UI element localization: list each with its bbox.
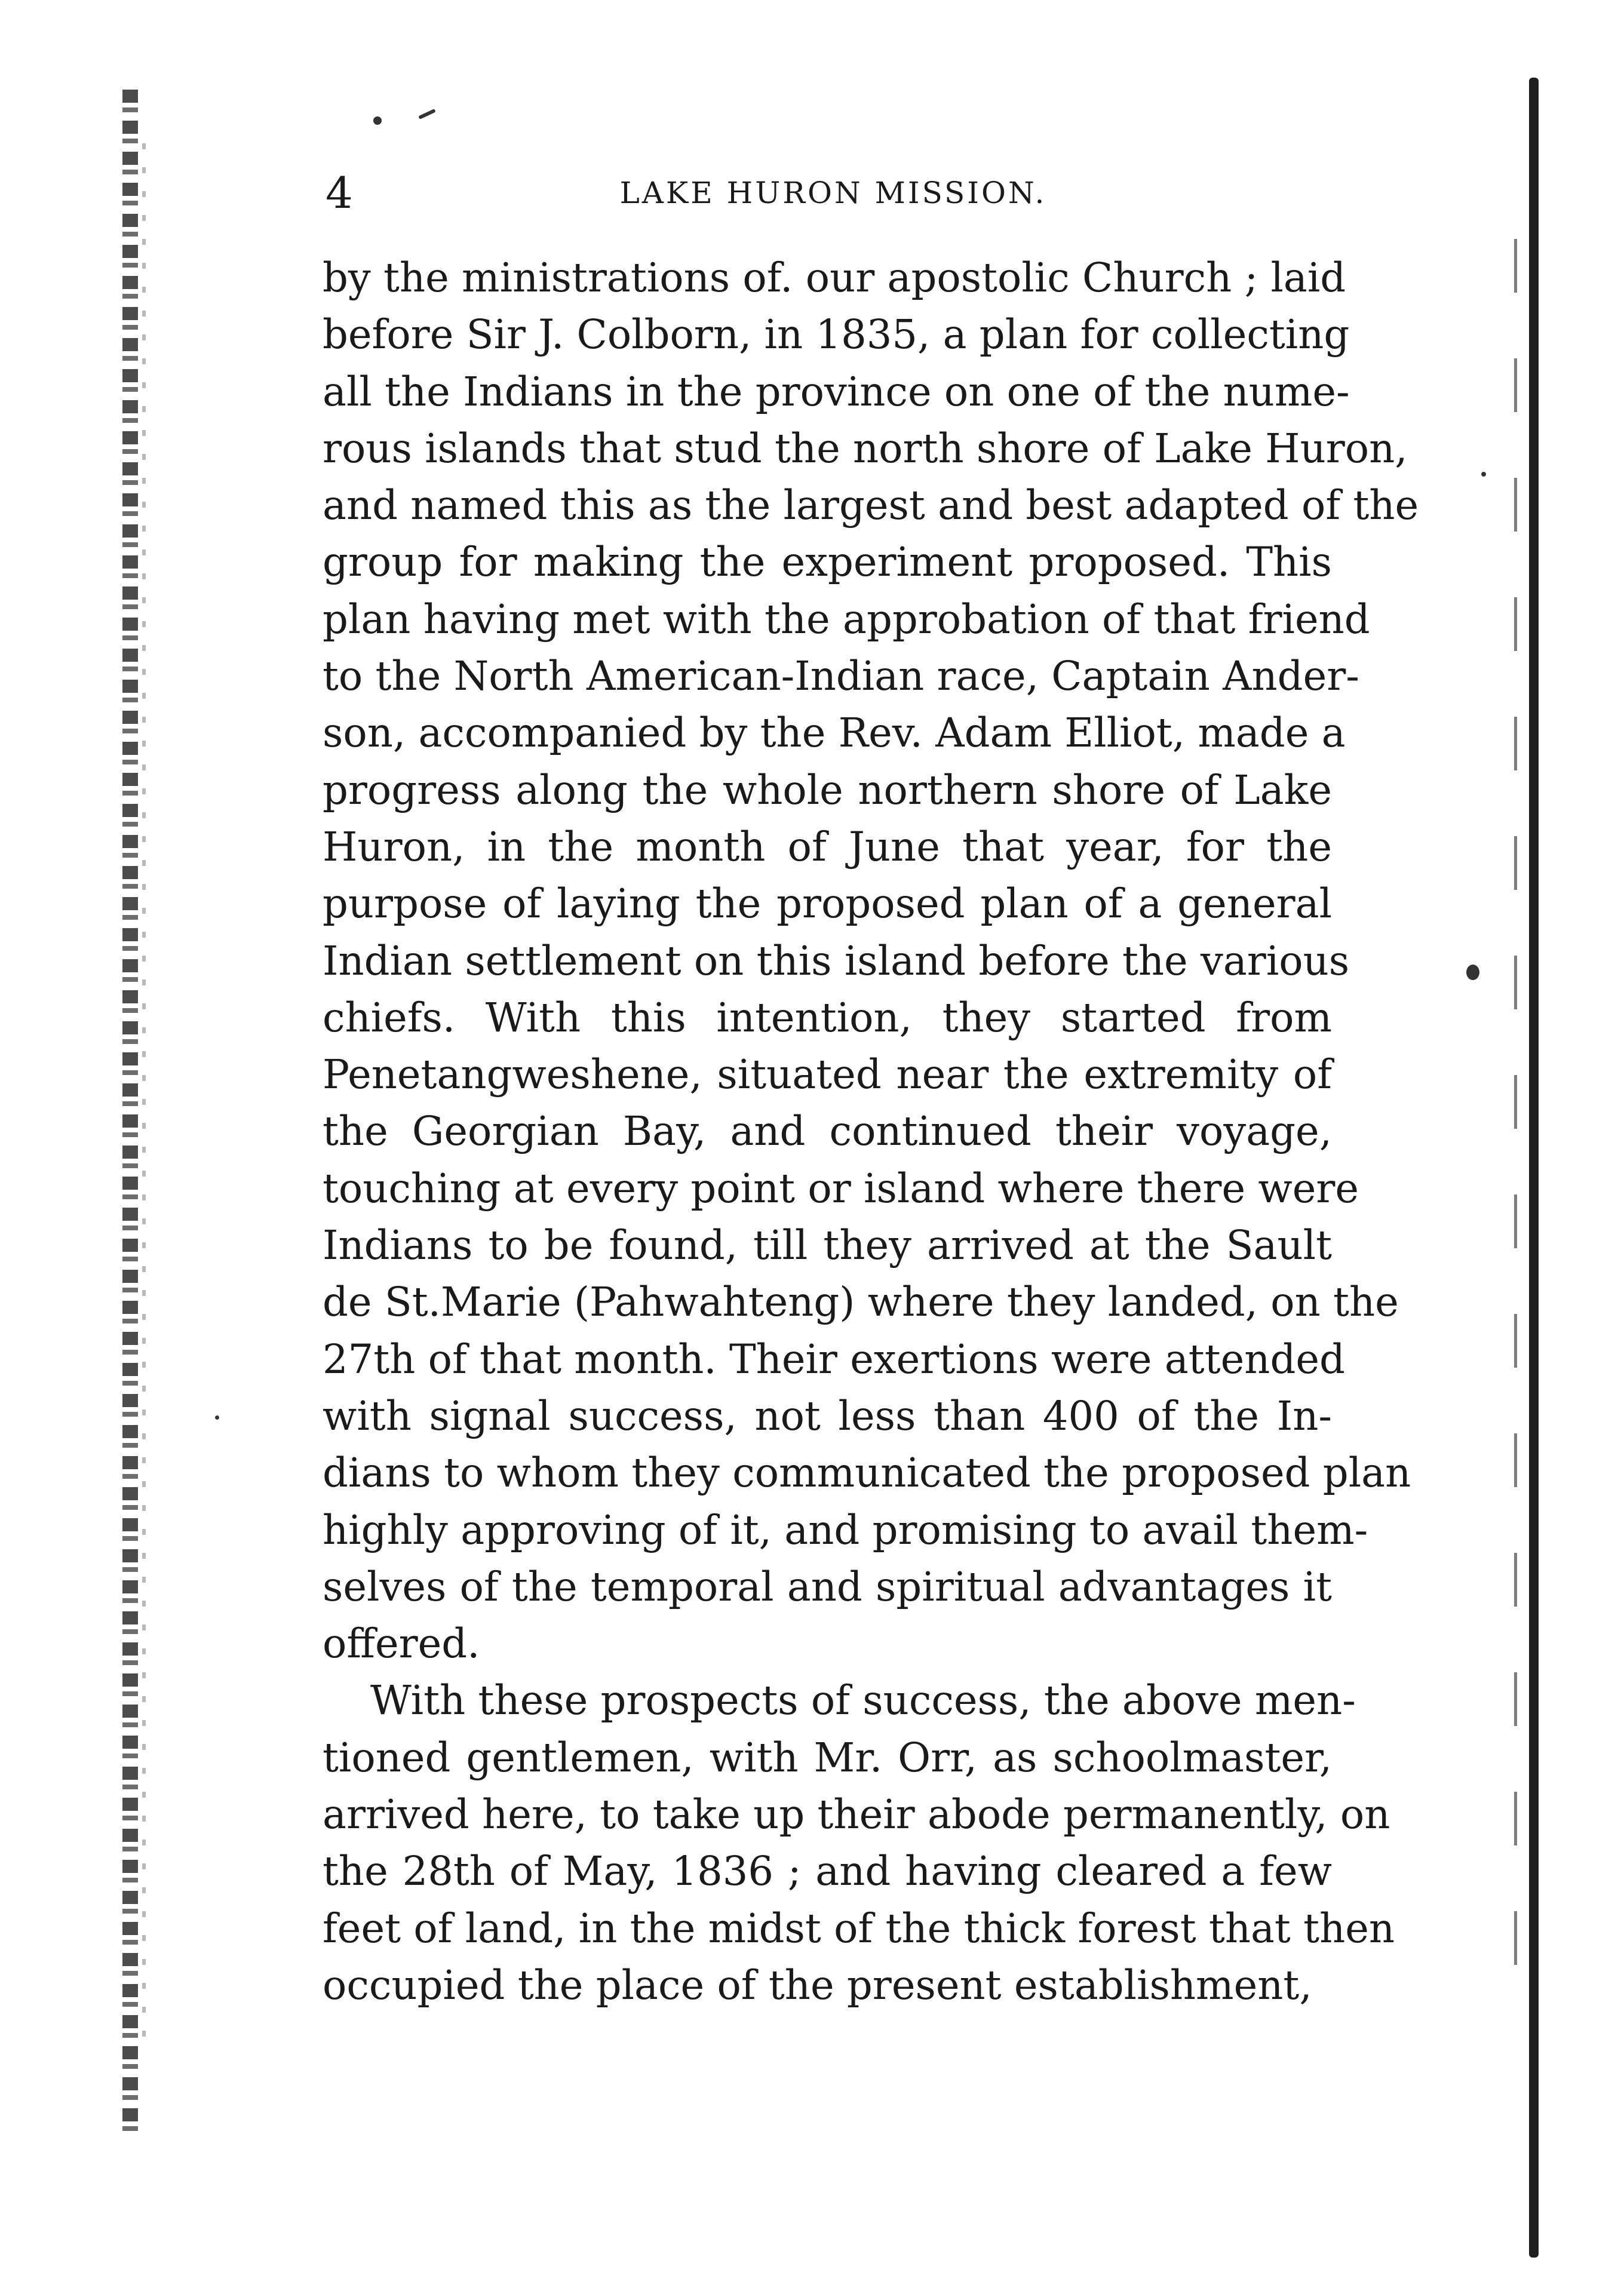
text-line: purpose of laying the proposed plan of a general: [323, 880, 1332, 928]
text-line: highly approving of it, and promising to avail them-: [323, 1506, 1368, 1553]
text-line: chiefs. With this intention, they started from: [323, 994, 1332, 1041]
scan-edge-right: [1529, 78, 1539, 2258]
scan-speck: [215, 1415, 219, 1420]
text-line: group for making the experiment proposed. This: [323, 539, 1332, 586]
text-line: Indian settlement on this island before the various: [323, 937, 1350, 984]
text-line: dians to whom they communicated the proposed plan: [323, 1450, 1411, 1497]
text-line: to the North American-Indian race, Captain Ander-: [323, 653, 1359, 700]
scan-speck: [1466, 965, 1479, 980]
text-line: de St.Marie (Pahwahteng) where they landed, on the: [323, 1279, 1399, 1326]
text-line: by the ministrations of. our apostolic Church ; laid: [323, 254, 1346, 301]
page-header: [326, 166, 1341, 220]
paragraph: [323, 250, 1419, 1672]
text-line: progress along the whole northern shore of Lake: [323, 766, 1332, 813]
text-line: plan having met with the approbation of that friend: [323, 595, 1370, 643]
body-text: [323, 250, 1419, 2014]
text-line: touching at every point or island where there were: [323, 1165, 1359, 1212]
text-line: 27th of that month. Their exertions were attended: [323, 1335, 1345, 1383]
scan-speck: [373, 116, 382, 125]
scan-speck: [418, 109, 436, 119]
scan-edge-left-inner: [142, 143, 146, 2055]
text-line: With these prospects of success, the above men-: [370, 1677, 1356, 1724]
text-line: arrived here, to take up their abode permanently, on: [323, 1791, 1390, 1838]
text-line: Penetangweshene, situated near the extremity of: [323, 1051, 1332, 1098]
text-line: rous islands that stud the north shore of Lake Huron,: [323, 425, 1408, 472]
text-line: occupied the place of the present establishment,: [323, 1961, 1312, 2009]
page-number: 4: [326, 168, 353, 218]
text-line: before Sir J. Colborn, in 1835, a plan for collecting: [323, 311, 1350, 358]
text-line: Huron, in the month of June that year, for the: [323, 823, 1332, 870]
paragraph: [323, 1672, 1395, 2014]
text-line: son, accompanied by the Rev. Adam Elliot, made a: [323, 710, 1346, 757]
text-line: the Georgian Bay, and continued their voyage,: [323, 1108, 1332, 1155]
text-line: selves of the temporal and spiritual advantages it: [323, 1563, 1332, 1610]
text-line: tioned gentlemen, with Mr. Orr, as schoolmaster,: [323, 1734, 1332, 1781]
text-line: feet of land, in the midst of the thick forest that then: [323, 1905, 1395, 1952]
text-line: with signal success, not less than 400 of the In-: [323, 1392, 1332, 1439]
scan-speck: [1481, 472, 1486, 477]
text-line: the 28th of May, 1836 ; and having cleared a few: [323, 1848, 1332, 1895]
text-line: offered.: [323, 1620, 480, 1667]
text-line: Indians to be found, till they arrived at the Sault: [323, 1222, 1332, 1269]
scan-edge-right-inner: [1514, 239, 1517, 2031]
scan-edge-left: [122, 90, 138, 2132]
text-line: all the Indians in the province on one of the nume-: [323, 368, 1350, 415]
text-line: and named this as the largest and best adapted of the: [323, 482, 1419, 529]
running-head: LAKE HURON MISSION.: [619, 176, 1047, 210]
